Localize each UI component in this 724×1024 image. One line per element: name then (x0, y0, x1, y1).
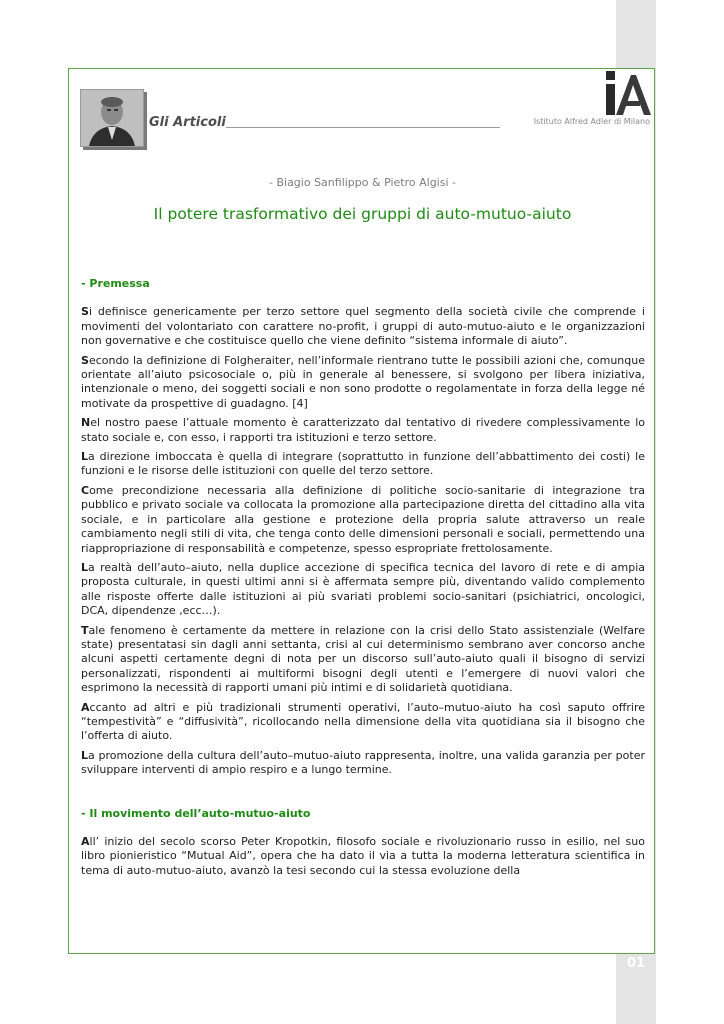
paragraph (81, 749, 645, 778)
paragraph-text: ome precondizione necessaria alla definizione di politiche socio-sanitarie di integrazione tra pubblico e privato sociale va collocata la promozione alla partecipazione diretta del cittadino alla vita sociale, e in particolare alla gestione e protezione della propria salute attraverso un reale cambiamento negli stili di vita, che tenga conto delle dimensioni personali e sociali, permettendo una riappropriazione di responsabilità e competenze, spesso espropriate frettolosamente. (81, 483, 645, 555)
drop-initial: A (81, 700, 90, 714)
paragraph-text: ccanto ad altri e più tradizionali strumenti operativi, l’auto–mutuo-aiuto ha così saputo offrire “tempestività” e “diffusività”, ricollocando nella dimensione della vita quotidiana sia il bisogno che l’offerta di aiuto. (81, 700, 645, 743)
portrait-photo-icon (80, 89, 144, 147)
institute-name: Istituto Alfred Adler di Milano (533, 117, 650, 126)
paragraph (81, 305, 645, 348)
drop-initial: T (81, 623, 89, 637)
paragraph-text: econdo la definizione di Folgheraiter, nell’informale rientrano tutte le possibili azioni che, comunque orientate all’aiuto psicosociale o, più in generale al benessere, si svolgono per libera iniziativa, intenzionale o meno, dei soggetti sociali e non sono prodotte o regolamentate in forza della legge né motivate da prospettive di guadagno. [4] (81, 353, 645, 410)
paragraph-text: a realtà dell’auto–aiuto, nella duplice accezione di specifica tecnica del lavoro di rete e di ampia proposta culturale, in questi ultimi anni si è affermata sempre più, diventando valido complemento alle risposte offerte dalle istituzioni ai più svariati problemi socio-sanitari (psichiatrici, oncologici, DCA, dipendenze ,ecc…). (81, 560, 645, 618)
paragraph-text: i definisce genericamente per terzo settore quel segmento della società civile che comprende i movimenti del volontariato con carattere no-profit, i gruppi di auto-mutuo-aiuto e le organizzazioni non governative e che costituisce quello che viene definito “sistema informale di aiuto”. (81, 305, 645, 348)
paragraph (81, 835, 645, 878)
article-body (81, 277, 645, 883)
article-author: - Biagio Sanfilippo & Pietro Algisi - (269, 176, 456, 189)
paragraph-text: ale fenomeno è certamente da mettere in relazione con la crisi dello Stato assistenziale (Welfare state) presentatasi sin dagli anni settanta, crisi al cui determinismo sembrano aver concorso anche alcuni aspetti certamente degni di nota per un discorso sull’auto-aiuto quali il bisogno di servizi personalizzati, rispondenti ai multiformi bisogni degli utenti e l’emergere di nuovi valori che esprimono la necessità di rapporti umani più intimi e di solidarietà quotidiana. (81, 623, 645, 695)
drop-initial: L (81, 450, 89, 464)
page-frame (68, 68, 655, 954)
section-label: Gli Articoli (149, 115, 226, 130)
paragraph (81, 701, 645, 744)
paragraph-text: a direzione imboccata è quella di integrare (soprattutto in funzione dell’abbattimento dei costi) le funzioni e le risorse delle istituzioni con quelle del terzo settore. (81, 450, 645, 478)
article-title: Il potere trasformativo dei gruppi di auto-mutuo-aiuto (153, 205, 572, 223)
drop-initial: L (81, 748, 89, 762)
drop-initial: C (81, 483, 90, 497)
page-number: 01 (626, 956, 646, 971)
paragraph (81, 354, 645, 412)
paragraph-text: a promozione della cultura dell’auto–mutuo-aiuto rappresenta, inoltre, una valida garanzia per poter sviluppare interventi di ampio respiro e a lungo termine. (81, 748, 645, 777)
section-heading-premessa: - Premessa (81, 277, 150, 290)
paragraph-text: ll’ inizio del secolo scorso Peter Kropotkin, filosofo sociale e rivoluzionario russo in esilio, nel suo libro pionieristico “Mutual Aid”, opera che ha dato il via a tutta la moderna letteratura scientifica in tema di auto-mutuo-aiuto, avanzò la tesi secondo cui la stessa evoluzione della (81, 835, 645, 877)
drop-initial: S (81, 353, 89, 367)
paragraph (81, 416, 645, 445)
header-divider (226, 127, 500, 128)
paragraph (81, 484, 645, 556)
drop-initial: N (81, 416, 91, 430)
drop-initial: A (81, 835, 90, 848)
paragraph (81, 450, 645, 479)
paragraph-text: el nostro paese l’attuale momento è caratterizzato dal tentativo di rivedere complessivamente lo stato sociale e, con esso, i rapporti tra istituzioni e terzo settore. (81, 416, 645, 444)
drop-initial: L (81, 560, 89, 574)
section-heading-movimento: - Il movimento dell’auto-mutuo-aiuto (81, 806, 311, 820)
institute-logo-icon (606, 71, 652, 117)
paragraph (81, 624, 645, 696)
paragraph (81, 561, 645, 619)
drop-initial: S (81, 305, 89, 319)
